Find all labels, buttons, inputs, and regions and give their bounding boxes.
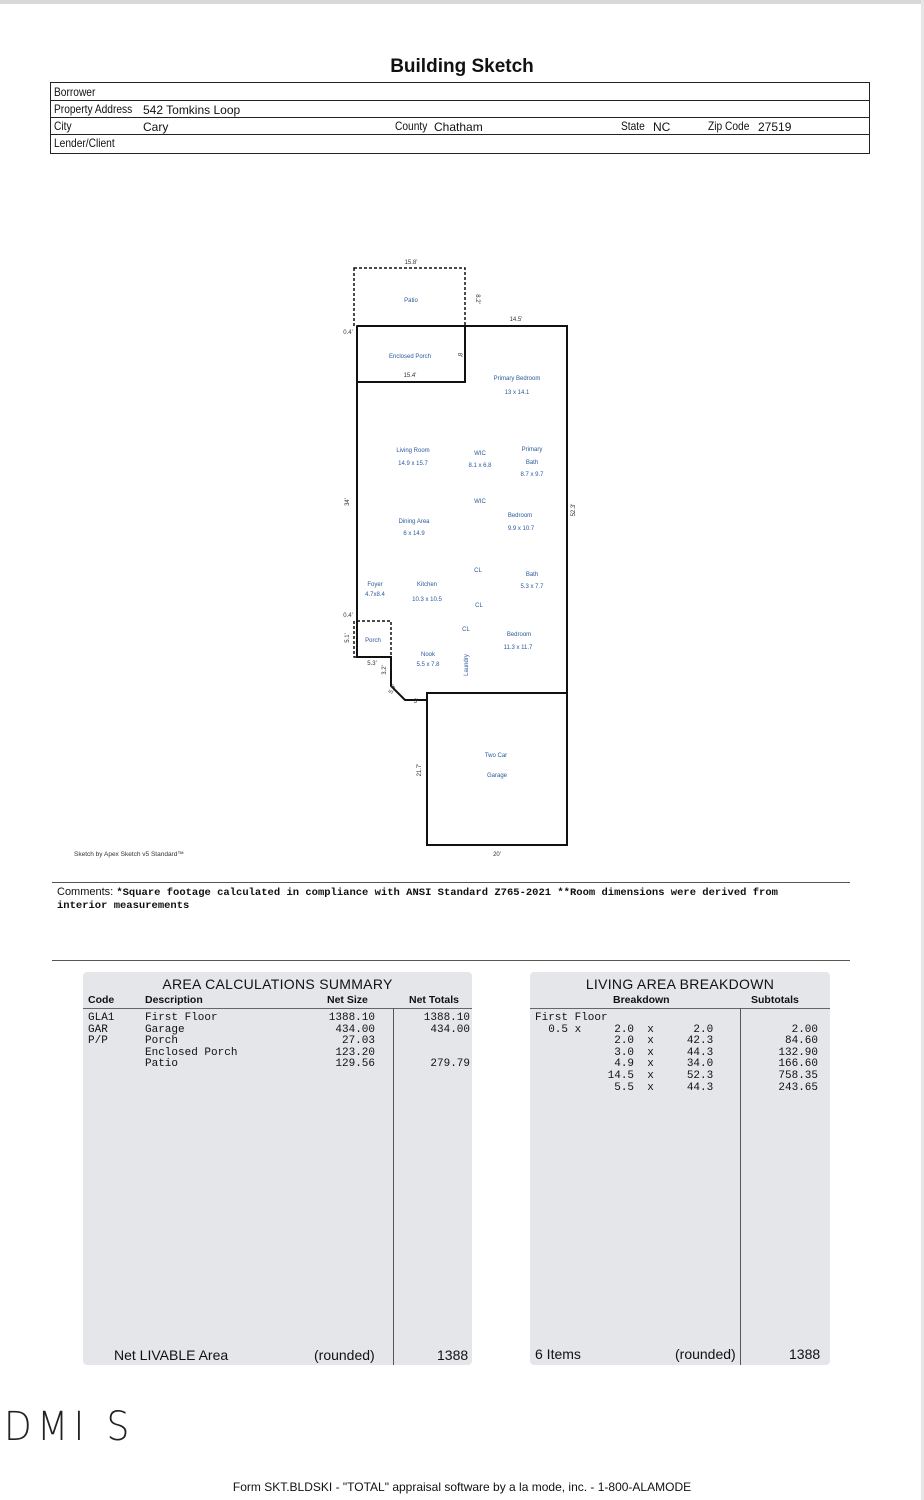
dim-top-right: 14.5' — [509, 317, 523, 323]
county-label: County — [395, 119, 428, 133]
label-patio: Patio — [404, 298, 418, 304]
living-area-breakdown-panel — [530, 972, 830, 1365]
state-label: State — [621, 119, 645, 133]
col-subtotals: Subtotals — [751, 994, 799, 1006]
dim-patio-width: 15.8' — [404, 260, 418, 266]
col-net-size: Net Size — [327, 994, 368, 1006]
net-totals-column: 1388.10 434.00 279.79 — [423, 1012, 470, 1071]
dim-diagonal: 5.9' — [388, 683, 399, 696]
comments-line-2: interior measurements — [57, 900, 190, 912]
dim-primary-bedroom: 13 x 14.1 — [504, 390, 530, 396]
zip-value: 27519 — [758, 120, 792, 134]
address-value: 542 Tomkins Loop — [143, 103, 241, 117]
comments-bottom-rule — [52, 960, 850, 961]
header-table — [50, 82, 870, 154]
label-kitchen: Kitchen — [416, 582, 438, 588]
dim-bedroom-2: 11.3 x 11.7 — [503, 645, 533, 651]
dim-dining: 6 x 14.9 — [403, 531, 425, 537]
code-column: GLA1 GAR P/P — [88, 1012, 115, 1048]
label-garage-1: Two Car — [484, 753, 508, 759]
address-label: Property Address — [54, 102, 133, 116]
col-breakdown: Breakdown — [613, 994, 670, 1006]
dim-enclosed-porch-height: 8' — [456, 352, 462, 358]
dim-enclosed-porch-width: 15.4' — [403, 373, 417, 379]
label-garage-2: Garage — [486, 773, 508, 779]
borrower-row — [51, 83, 869, 101]
state-value: NC — [653, 120, 671, 134]
dim-garage-height: 21.7' — [417, 763, 423, 777]
net-livable-value: 1388 — [437, 1347, 469, 1363]
label-primary-bath: Primary — [521, 447, 543, 453]
breakdown-value: 1388 — [789, 1346, 821, 1362]
dim-enclosed-porch-left: 0.4' — [343, 330, 353, 336]
breakdown-divider — [740, 1008, 741, 1365]
subtotals-column: 2.00 84.60 132.90 166.60 758.35 243.65 — [778, 1023, 818, 1094]
label-bath: Bath — [525, 572, 539, 578]
breakdown-underline — [530, 1008, 830, 1009]
dim-bedroom-1: 9.9 x 10.7 — [507, 526, 535, 532]
borrower-label: Borrower — [54, 85, 96, 99]
garage-outline — [427, 693, 567, 845]
top-edge — [0, 0, 924, 4]
label-bedroom-1: Bedroom — [507, 513, 533, 519]
net-livable-rounded: (rounded) — [314, 1347, 375, 1363]
comments-label: Comments: — [57, 886, 114, 898]
patio-outline — [354, 268, 465, 326]
form-footer: Form SKT.BLDSKI - "TOTAL" appraisal software by a la mode, inc. - 1-800-ALAMODE — [232, 1480, 692, 1494]
city-value: Cary — [143, 120, 169, 134]
floor-plan-sketch — [0, 240, 924, 870]
dim-porch-height: 5.1' — [345, 633, 351, 643]
net-size-column: 1388.10 434.00 27.03 123.20 129.56 — [328, 1012, 375, 1071]
dim-kitchen: 10.3 x 10.5 — [412, 597, 442, 603]
dim-bath: 5.3 x 7.7 — [520, 584, 544, 590]
living-breakdown-title: LIVING AREA BREAKDOWN — [585, 976, 775, 992]
dim-patio-height: 8.2' — [474, 294, 480, 304]
dim-living-room: 14.9 x 15.7 — [398, 461, 428, 467]
description-column: First Floor Garage Porch Enclosed Porch Patio — [145, 1012, 238, 1071]
lender-row — [51, 134, 869, 151]
zip-label: Zip Code — [708, 119, 750, 133]
col-description: Description — [145, 994, 203, 1006]
label-nook: Nook — [420, 652, 436, 658]
comments-top-rule — [52, 882, 850, 883]
header-underline — [83, 1008, 472, 1009]
column-divider — [393, 1008, 394, 1365]
sketch-credit: Sketch by Apex Sketch v5 Standard™ — [74, 851, 184, 858]
net-livable-label: Net LIVABLE Area — [114, 1347, 229, 1363]
area-summary-title: AREA CALCULATIONS SUMMARY — [162, 976, 393, 992]
city-row — [51, 117, 869, 135]
label-cl-1: CL — [474, 568, 482, 574]
dim-left-height: 34' — [345, 498, 351, 506]
label-foyer: Foyer — [367, 582, 383, 588]
dim-porch-vertical: 3.2' — [382, 665, 388, 675]
county-value: Chatham — [434, 120, 483, 134]
label-dining: Dining Area — [398, 519, 430, 525]
dim-nook: 5.5 x 7.8 — [416, 662, 440, 668]
comments-line-1: *Square footage calculated in compliance with ANSI Standard Z765-2021 **Room dimensions were derived from — [116, 887, 778, 899]
dim-garage-width: 20' — [493, 852, 501, 858]
label-enclosed-porch: Enclosed Porch — [388, 354, 432, 360]
col-net-totals: Net Totals — [409, 994, 459, 1006]
watermark-logo: DMI S — [4, 1404, 135, 1450]
label-cl-2: CL — [475, 603, 483, 609]
label-laundry: Laundry — [464, 654, 470, 676]
breakdown-rounded: (rounded) — [675, 1346, 736, 1362]
dim-foyer: 4.7x8.4 — [365, 592, 385, 598]
city-label: City — [54, 119, 72, 133]
label-porch: Porch — [365, 638, 381, 644]
label-living-room: Living Room — [396, 448, 430, 454]
label-wic-2: WIC — [474, 499, 486, 505]
main-house-outline — [357, 326, 567, 700]
label-primary-bedroom: Primary Bedroom — [493, 376, 541, 382]
dim-step: 3' — [413, 699, 419, 705]
items-count: 6 Items — [535, 1346, 581, 1362]
area-calculations-panel — [83, 972, 472, 1365]
breakdown-column: First Floor 0.5 x 2.0 x 2.0 2.0 x 42.3 3.0 x 44.3 4.9 x 34.0 14.5 x 52.3 5.5 x 44.3 — [535, 1012, 714, 1094]
comments-block — [57, 886, 847, 912]
label-primary-bath-2: Bath — [525, 460, 539, 466]
address-row — [51, 100, 869, 118]
dim-porch-width: 5.3' — [367, 661, 377, 667]
dim-primary-bath: 8.7 x 9.7 — [520, 472, 544, 478]
label-wic-1: WIC — [474, 451, 486, 457]
col-code: Code — [88, 994, 115, 1006]
label-cl-3: CL — [462, 627, 470, 633]
lender-label: Lender/Client — [54, 136, 115, 150]
page-title: Building Sketch — [390, 56, 534, 77]
dim-porch-top: 0.4' — [343, 613, 353, 619]
label-bedroom-2: Bedroom — [506, 632, 532, 638]
dim-right-height: 52.3' — [571, 503, 577, 517]
dim-wic-1: 8.1 x 6.8 — [468, 463, 492, 469]
